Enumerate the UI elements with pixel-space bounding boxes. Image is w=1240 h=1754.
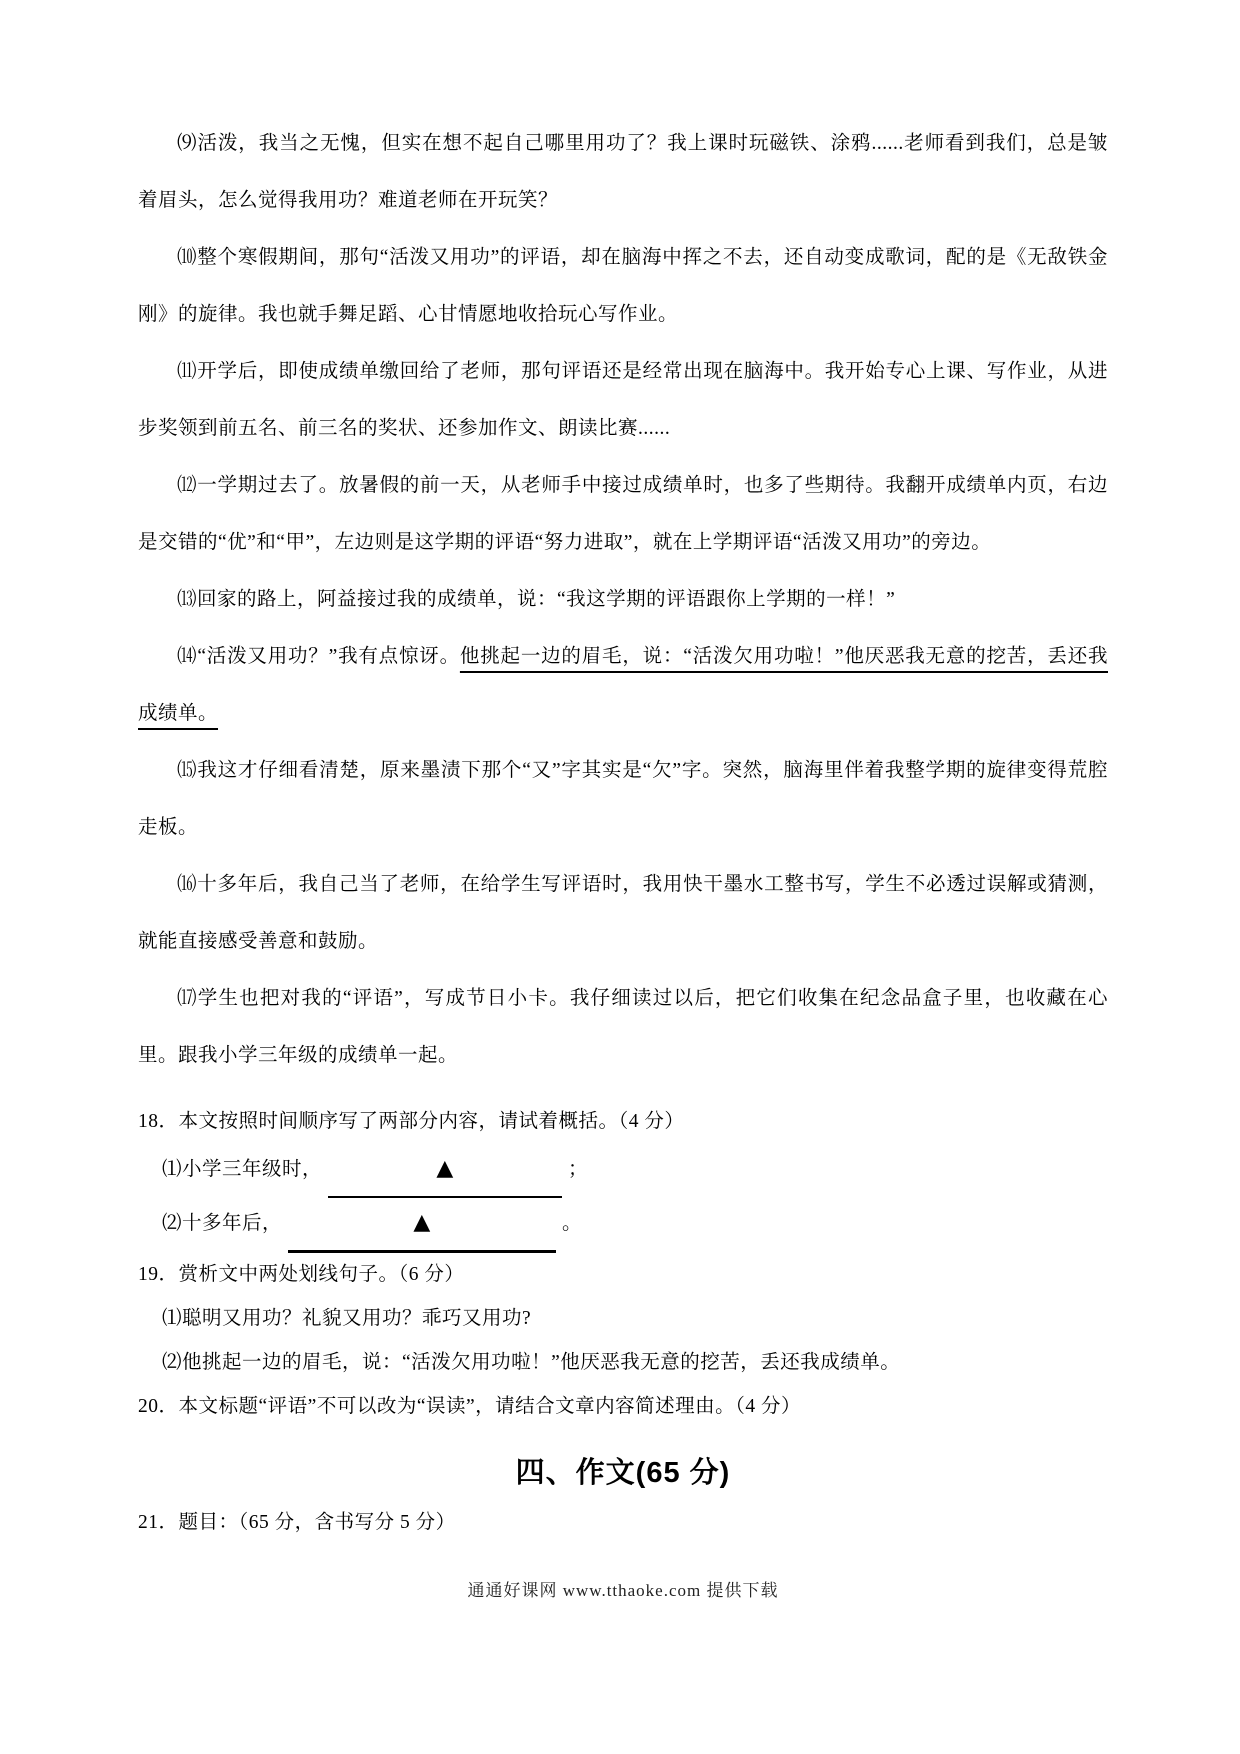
paragraph-text: 回家的路上，阿益接过我的成绩单，说：“我这学期的评语跟你上学期的一样！”: [197, 589, 896, 610]
question-21-number: 21．: [138, 1512, 179, 1533]
essay-paragraph-12: [138, 457, 1108, 571]
item-suffix: 。: [562, 1213, 583, 1234]
question-19-number: 19．: [138, 1264, 179, 1285]
answer-blank-2: [288, 1198, 556, 1253]
paragraph-number: ⒄: [177, 988, 198, 1009]
reading-passage: [138, 115, 1108, 1084]
item-text: 小学三年级时，: [182, 1159, 323, 1180]
question-21-text: 题目：（65 分，含书写分 5 分）: [178, 1512, 456, 1533]
question-19: [138, 1253, 1108, 1297]
question-20-text: 本文标题“评语”不可以改为“误读”，请结合文章内容简述理由。（4 分）: [178, 1396, 802, 1417]
underlined-sentence: 他挑起一边的眉毛，说：“活泼欠用功啦！”他厌恶我无意的挖苦，丢还我成绩单。: [138, 646, 1108, 724]
triangle-placeholder-icon: ▲: [413, 1210, 431, 1235]
question-18: [138, 1100, 1108, 1144]
paragraph-text: 十多年后，我自己当了老师，在给学生写评语时，我用快干墨水工整书写，学生不必透过误解或猜测，就能直接感受善意和鼓励。: [138, 874, 1108, 952]
paragraph-number: ⑽: [177, 247, 198, 268]
item-label: ⑴: [162, 1159, 183, 1180]
essay-paragraph-9: [138, 115, 1108, 229]
paragraph-text: 一学期过去了。放暑假的前一天，从老师手中接过成绩单时，也多了些期待。我翻开成绩单内页，右边是交错的“优”和“甲”，左边则是这学期的评语“努力进取”，就在上学期评语“活泼又用功”的旁边。: [138, 475, 1108, 553]
question-18-item-2: [138, 1198, 1108, 1253]
paragraph-number: ⑿: [177, 475, 198, 496]
question-19-text: 赏析文中两处划线句子。（6 分）: [178, 1264, 465, 1285]
essay-paragraph-14: [138, 628, 1108, 742]
essay-paragraph-13: [138, 571, 1108, 628]
essay-paragraph-11: [138, 343, 1108, 457]
item-suffix: ；: [568, 1159, 589, 1180]
essay-paragraph-17: [138, 970, 1108, 1084]
paragraph-text: 开学后，即使成绩单缴回给了老师，那句评语还是经常出现在脑海中。我开始专心上课、写作业，从进步奖领到前五名、前三名的奖状、还参加作文、朗读比赛......: [138, 361, 1108, 439]
question-18-number: 18．: [138, 1111, 179, 1132]
item-label: ⑵: [162, 1213, 183, 1234]
paragraph-number: ⒂: [177, 760, 198, 781]
paragraph-text: 我这才仔细看清楚，原来墨渍下那个“又”字其实是“欠”字。突然，脑海里伴着我整学期的旋律变得荒腔走板。: [138, 760, 1108, 838]
paragraph-text: 活泼，我当之无愧，但实在想不起自己哪里用功了？我上课时玩磁铁、涂鸦......老师看到我们，总是皱着眉头，怎么觉得我用功？难道老师在开玩笑？: [138, 133, 1108, 211]
question-18-item-1: [138, 1144, 1108, 1198]
paragraph-text: 整个寒假期间，那句“活泼又用功”的评语，却在脑海中挥之不去，还自动变成歌词，配的是《无敌铁金刚》的旋律。我也就手舞足蹈、心甘情愿地收拾玩心写作业。: [138, 247, 1108, 325]
paragraph-number: ⒀: [177, 589, 198, 610]
essay-paragraph-10: [138, 229, 1108, 343]
question-19-item-2: ⑵他挑起一边的眉毛，说：“活泼欠用功啦！”他厌恶我无意的挖苦，丢还我成绩单。: [162, 1352, 901, 1373]
paragraph-text: 学生也把对我的“评语”，写成节日小卡。我仔细读过以后，把它们收集在纪念品盒子里，也收藏在心里。跟我小学三年级的成绩单一起。: [138, 988, 1108, 1066]
question-section: [138, 1100, 1108, 1545]
essay-paragraph-15: [138, 742, 1108, 856]
paragraph-number: ⑾: [177, 361, 198, 382]
paragraph-text: “活泼又用功？”我有点惊讶。: [197, 646, 460, 667]
footer-watermark: 通通好课网 www.tthaoke.com 提供下载: [467, 1581, 779, 1600]
question-19-item-1: ⑴聪明又用功？礼貌又用功？乖巧又用功?: [162, 1308, 532, 1329]
triangle-placeholder-icon: ▲: [436, 1156, 454, 1181]
paragraph-number: ⒃: [177, 874, 198, 895]
answer-blank-1: [328, 1144, 562, 1198]
item-text: 十多年后，: [182, 1213, 283, 1234]
question-21: [138, 1501, 1108, 1545]
section-heading-composition: 四、作文(65 分): [515, 1457, 731, 1489]
question-20: [138, 1385, 1108, 1429]
essay-paragraph-16: [138, 856, 1108, 970]
question-20-number: 20．: [138, 1396, 179, 1417]
question-18-text: 本文按照时间顺序写了两部分内容，请试着概括。（4 分）: [178, 1111, 685, 1132]
paragraph-number: ⒁: [177, 646, 198, 667]
paragraph-number: ⑼: [177, 133, 198, 154]
